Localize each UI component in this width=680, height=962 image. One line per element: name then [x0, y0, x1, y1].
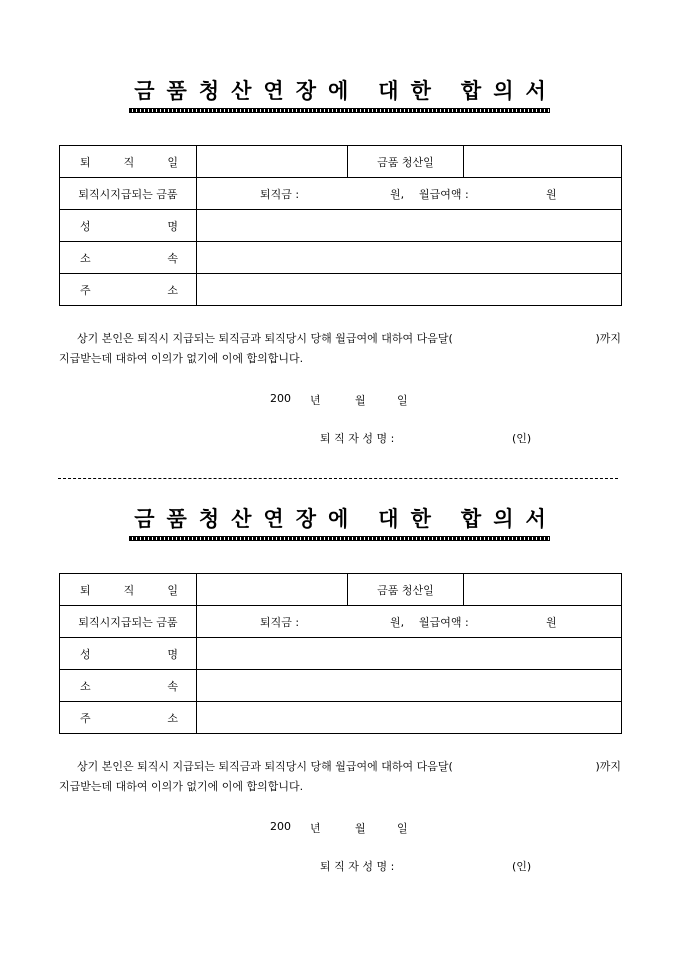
date-day-unit: 일 [397, 822, 408, 835]
address-field[interactable] [197, 702, 622, 734]
monthly-wage-label: 월급여액 : [419, 615, 469, 629]
seal-mark: (인) [512, 432, 532, 445]
address-label: 주 소 [60, 702, 197, 734]
title-double-rule [129, 108, 550, 113]
name-field[interactable] [197, 210, 622, 242]
paragraph-line1-end: )까지 [595, 332, 621, 345]
table-row-amount [60, 178, 622, 210]
settle-date-label: 금품 청산일 [348, 146, 464, 178]
paragraph-line1-start: 상기 본인은 퇴직시 지급되는 퇴직금과 퇴직당시 당해 월급여에 대하여 다음달( [77, 332, 453, 345]
table-row-address [60, 274, 622, 306]
dept-label: 소 속 [60, 670, 197, 702]
date-month-unit: 월 [355, 822, 366, 835]
dept-label: 소 속 [60, 242, 197, 274]
amount-field[interactable] [197, 606, 622, 638]
retire-date-field[interactable] [197, 574, 348, 606]
date-day-unit: 일 [397, 394, 408, 407]
title-double-rule [129, 536, 550, 541]
settle-date-field[interactable] [464, 574, 622, 606]
retire-date-label: 퇴 직 일 [60, 574, 197, 606]
table-row-retire-date [60, 574, 622, 606]
table-row-address [60, 702, 622, 734]
date-year-unit: 년 [310, 394, 321, 407]
agreement-form-1 [0, 0, 680, 445]
form-title: 금 품 청 산 연 장 에 대 한 합 의 서 [134, 506, 546, 531]
agreement-paragraph [59, 757, 621, 797]
agreement-paragraph [59, 329, 621, 369]
date-year-unit: 년 [310, 822, 321, 835]
won-unit-1: 원, [390, 615, 405, 629]
table-row-retire-date [60, 146, 622, 178]
amount-field[interactable] [197, 178, 622, 210]
severance-label: 퇴직금 : [260, 187, 300, 201]
table-row-name [60, 638, 622, 670]
table-row-name [60, 210, 622, 242]
won-unit-2: 원 [546, 615, 557, 629]
table-row-amount [60, 606, 622, 638]
amount-label: 퇴직시지급되는 금품 [60, 606, 197, 638]
paragraph-line1-end: )까지 [595, 760, 621, 773]
info-table [59, 145, 622, 306]
name-label: 성 명 [60, 210, 197, 242]
address-label: 주 소 [60, 274, 197, 306]
won-unit-1: 원, [390, 187, 405, 201]
name-label: 성 명 [60, 638, 197, 670]
agreement-form-2 [0, 428, 680, 873]
won-unit-2: 원 [546, 187, 557, 201]
retire-date-field[interactable] [197, 146, 348, 178]
paragraph-line2: 지급받는데 대하여 이의가 없기에 이에 합의합니다. [59, 780, 304, 793]
dept-field[interactable] [197, 242, 622, 274]
monthly-wage-label: 월급여액 : [419, 187, 469, 201]
settle-date-label: 금품 청산일 [348, 574, 464, 606]
address-field[interactable] [197, 274, 622, 306]
settle-date-field[interactable] [464, 146, 622, 178]
signature-label: 퇴 직 자 성 명 : [320, 432, 395, 445]
amount-label: 퇴직시지급되는 금품 [60, 178, 197, 210]
date-year: 200 [270, 392, 291, 405]
name-field[interactable] [197, 638, 622, 670]
seal-mark: (인) [512, 860, 532, 873]
date-month-unit: 월 [355, 394, 366, 407]
retire-date-label: 퇴 직 일 [60, 146, 197, 178]
date-year: 200 [270, 820, 291, 833]
paragraph-line2: 지급받는데 대하여 이의가 없기에 이에 합의합니다. [59, 352, 304, 365]
dept-field[interactable] [197, 670, 622, 702]
table-row-dept [60, 670, 622, 702]
table-row-dept [60, 242, 622, 274]
info-table [59, 573, 622, 734]
severance-label: 퇴직금 : [260, 615, 300, 629]
paragraph-line1-start: 상기 본인은 퇴직시 지급되는 퇴직금과 퇴직당시 당해 월급여에 대하여 다음달( [77, 760, 453, 773]
form-title: 금 품 청 산 연 장 에 대 한 합 의 서 [134, 78, 546, 103]
signature-label: 퇴 직 자 성 명 : [320, 860, 395, 873]
